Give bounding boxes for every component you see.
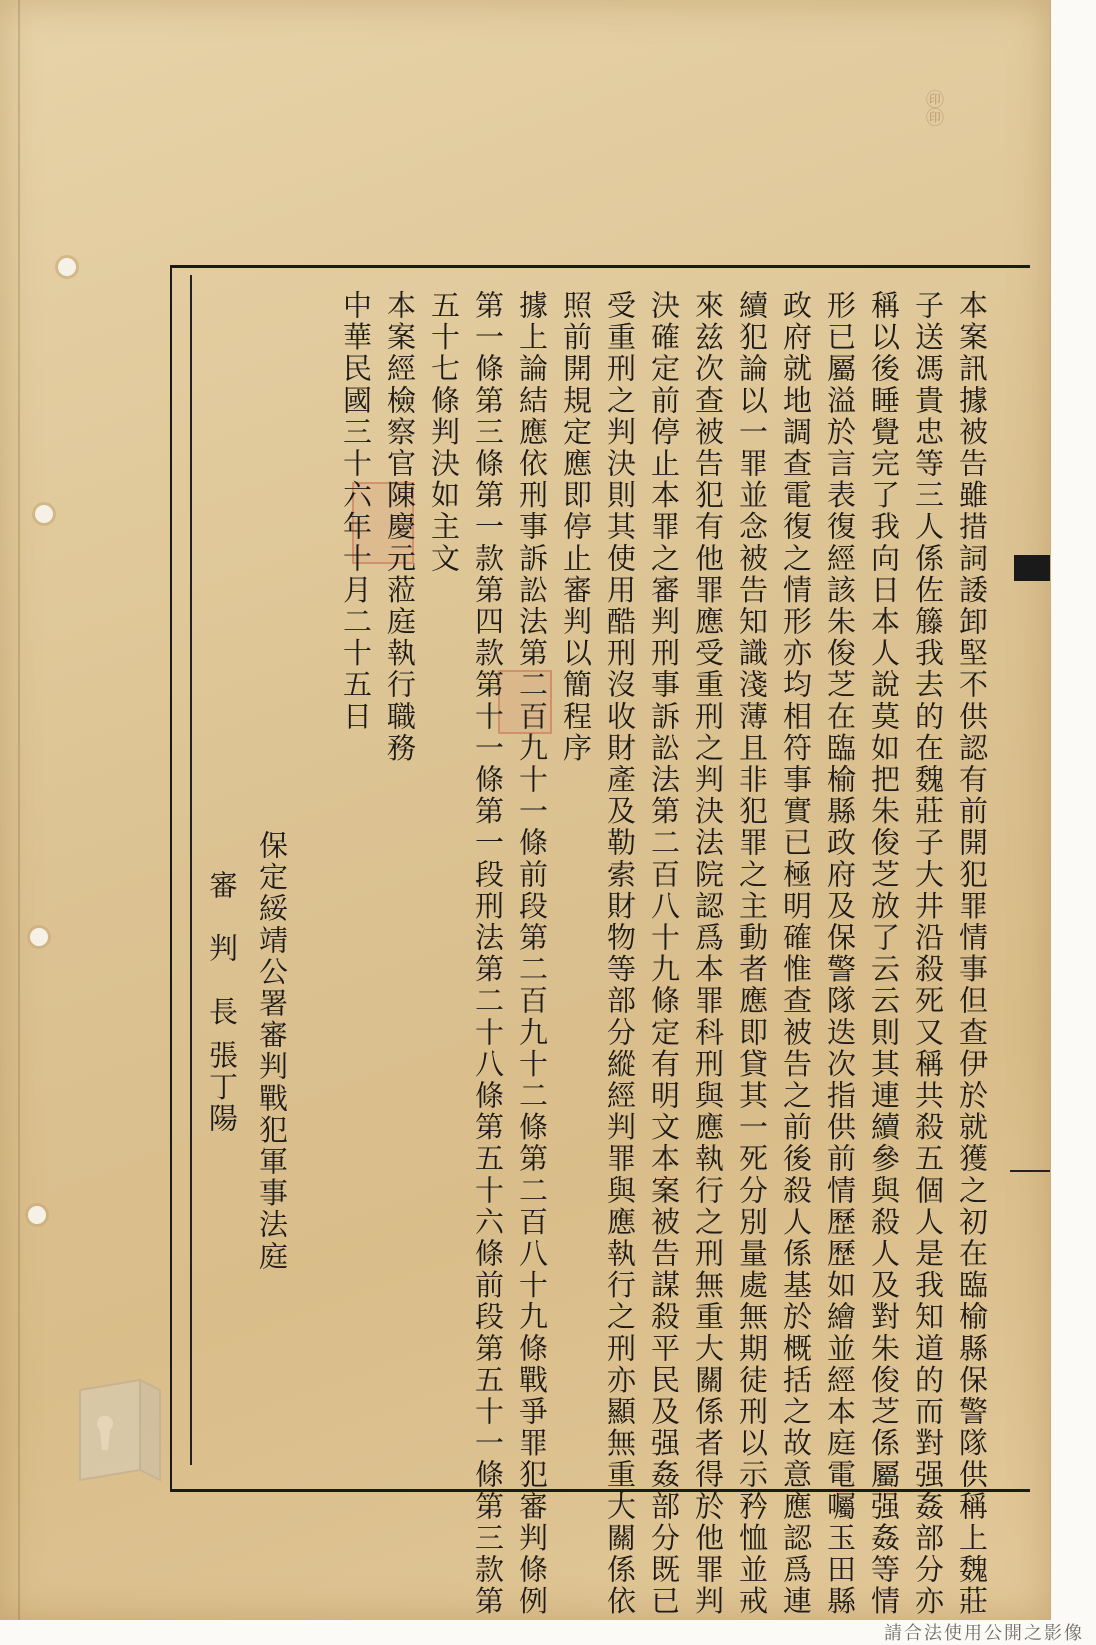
text-column: 中華民國三十六年十月二十五日 [339,290,373,733]
judge-title: 審 判 長 [205,870,239,1028]
text-column: 政府就地調查電復之情形亦均相符事實已極明確惟查被告之前後殺人係基於概括之故意應認爲連 [779,290,813,1618]
corner-faint-mark: ㊞㊞ [923,90,944,126]
text-column: 續犯論以一罪並念被告知識淺薄且非犯罪之主動者應即貸其一死分別量處無期徒刑以示矜恤並戒 [735,290,769,1618]
text-column: 據上論結應依刑事訴訟法第二百九十一條前段第二百九十二條第二百八十九條戰爭罪犯審判條例 [515,290,549,1618]
margin-rule [1010,1170,1050,1172]
binding-hole [35,505,53,523]
text-column: 受重刑之判決則其使用酷刑沒收財產及勒索財物等部分縱經判罪與應執行之刑亦顯無重大關係依 [603,290,637,1618]
text-column: 本案經檢察官陳慶元蒞庭執行職務 [383,290,417,764]
fold-line [18,0,20,1620]
text-column: 照前開規定應即停止審判以簡程序 [559,290,593,764]
text-column: 第一條第三條第一款第四款第十一條第一段刑法第二十八條第五十六條前段第五十一條第三款第 [471,290,505,1618]
frame-inner-rule [190,275,192,1465]
text-column: 五十七條判決如主文 [427,290,461,575]
text-column: 子送馮貴忠等三人係佐籐我去的在魏莊子大井沿殺死又稱共殺五個人是我知道的而對强姦部分亦 [911,290,945,1618]
margin-tab [1014,555,1050,581]
text-column: 決確定前停止本罪之審判刑事訴訟法第二百八十九條定有明文本案被告謀殺平民及强姦部分既已 [647,290,681,1618]
watermark: 請合法使用公開之影像 [884,1623,1084,1644]
court-name: 保定綏靖公署審判戰犯軍事法庭 [255,830,289,1273]
text-column: 本案訊據被告雖措詞諉卸堅不供認有前開犯罪情事但查伊於就獲之初在臨榆縣保警隊供稱上魏莊 [955,290,989,1618]
binding-hole [58,258,76,276]
judge-name: 張丁陽 [205,1040,239,1135]
text-column: 稱以後睡覺完了我向日本人說莫如把朱俊芝放了云云則其連續參與殺人及對朱俊芝係屬强姦等情 [867,290,901,1618]
text-column: 來兹次查被告犯有他罪應受重刑之判決法院認爲本罪科刑與應執行之刑無重大關係者得於他罪判 [691,290,725,1618]
archive-book-icon [60,1370,180,1490]
binding-hole [30,928,48,946]
binding-hole [28,1206,46,1224]
text-column: 形已屬溢於言表復經該朱俊芝在臨榆縣政府及保警隊迭次指供前情歷歷如繪並經本庭電囑玉田縣 [823,290,857,1618]
